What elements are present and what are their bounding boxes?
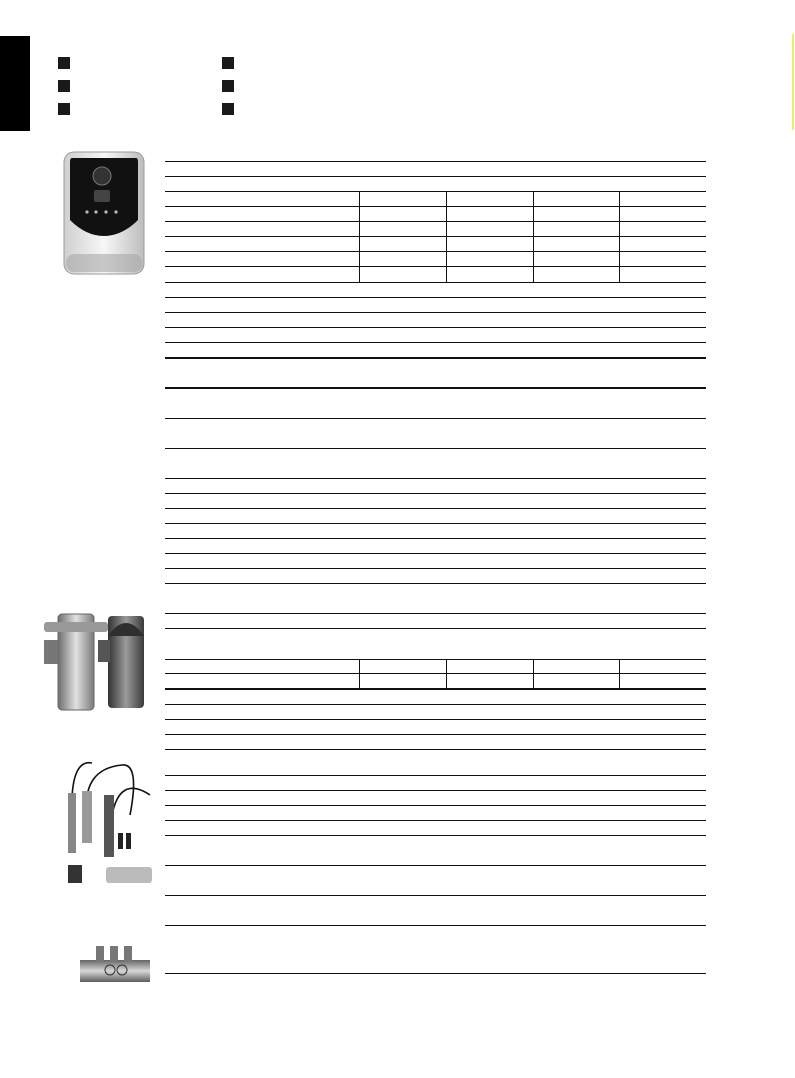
table-col-divider xyxy=(619,191,620,282)
table-rule xyxy=(165,820,706,821)
table-rule xyxy=(165,327,706,328)
table-col-divider xyxy=(446,191,447,282)
table-rule xyxy=(165,719,706,720)
table-rule xyxy=(165,538,706,539)
table-rule xyxy=(165,523,706,524)
page-edge-accent xyxy=(792,34,794,130)
table-rule xyxy=(165,387,706,389)
table-rule xyxy=(165,553,706,554)
legend-box-2 xyxy=(58,80,70,92)
table-rule xyxy=(165,704,706,705)
electrolysis-cell-image xyxy=(42,610,154,714)
table-rule xyxy=(165,493,706,494)
table-rule xyxy=(165,312,706,313)
table-col-divider xyxy=(533,191,534,282)
section-side-tab xyxy=(0,36,30,131)
legend-box-3 xyxy=(58,103,70,115)
control-unit-image xyxy=(62,150,146,276)
table-rule xyxy=(165,342,706,343)
legend-box-6 xyxy=(222,103,234,115)
probes-image xyxy=(62,755,154,885)
table-rule xyxy=(165,297,706,298)
table-col-divider xyxy=(359,659,360,688)
table-rule xyxy=(165,583,706,584)
table-rule xyxy=(165,266,706,267)
table-rule xyxy=(165,176,706,177)
table-rule xyxy=(165,659,706,660)
table-rule xyxy=(165,835,706,836)
table-rule xyxy=(165,973,706,974)
legend-box-1 xyxy=(58,57,70,69)
table-rule xyxy=(165,448,706,449)
table-rule xyxy=(165,790,706,791)
table-rule xyxy=(165,673,706,674)
table-col-divider xyxy=(533,659,534,688)
table-col-divider xyxy=(359,191,360,282)
table-rule xyxy=(165,206,706,207)
pipe-manifold-image xyxy=(80,942,150,984)
legend-box-5 xyxy=(222,80,234,92)
table-rule xyxy=(165,357,706,359)
table-rule xyxy=(165,688,706,690)
table-rule xyxy=(165,282,706,283)
table-rule xyxy=(165,925,706,926)
table-rule xyxy=(165,628,706,629)
table-rule xyxy=(165,749,706,750)
table-rule xyxy=(165,418,706,419)
table-rule xyxy=(165,251,706,252)
table-rule xyxy=(165,895,706,896)
table-rule xyxy=(165,865,706,866)
table-rule xyxy=(165,478,706,479)
table-rule xyxy=(165,161,706,162)
table-rule xyxy=(165,191,706,192)
table-rule xyxy=(165,805,706,806)
table-col-divider xyxy=(446,659,447,688)
table-rule xyxy=(165,508,706,509)
table-rule xyxy=(165,775,706,776)
table-rule xyxy=(165,221,706,222)
table-rule xyxy=(165,613,706,614)
table-rule xyxy=(165,236,706,237)
legend-box-4 xyxy=(222,57,234,69)
table-rule xyxy=(165,568,706,569)
table-rule xyxy=(165,734,706,735)
table-col-divider xyxy=(619,659,620,688)
